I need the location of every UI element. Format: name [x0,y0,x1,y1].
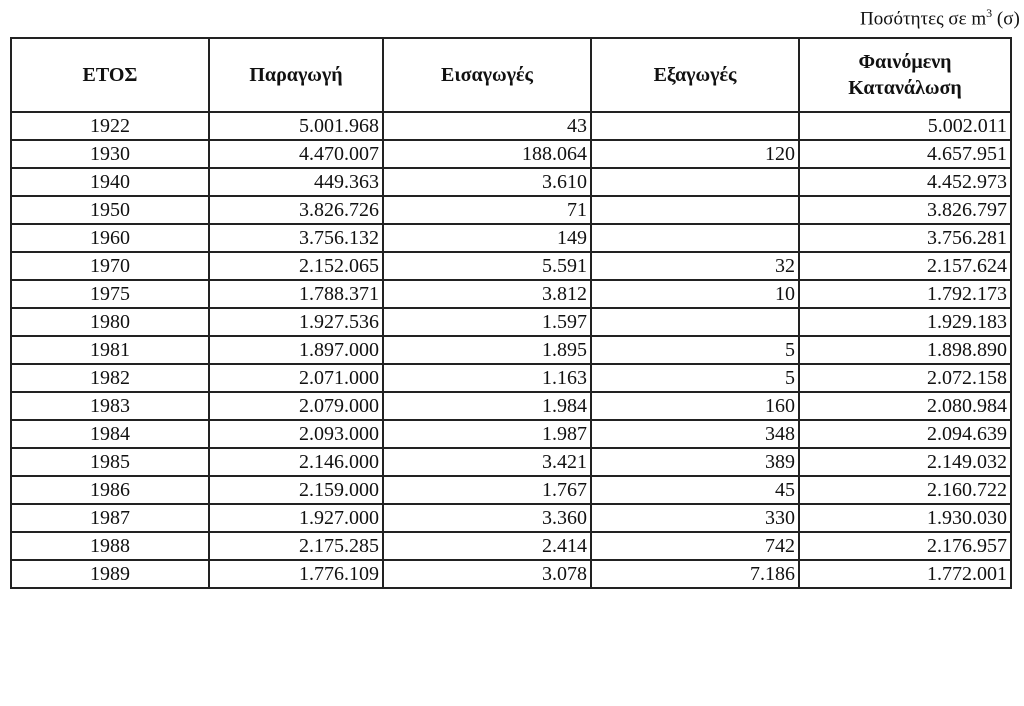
cell-imports: 5.591 [383,252,591,280]
cell-consumption: 5.002.011 [799,112,1011,140]
cell-imports: 1.163 [383,364,591,392]
header-consumption [799,38,1011,112]
cell-production: 1.776.109 [209,560,383,588]
cell-consumption: 1.772.001 [799,560,1011,588]
cell-production: 2.079.000 [209,392,383,420]
cell-exports: 5 [591,364,799,392]
cell-consumption: 1.930.030 [799,504,1011,532]
cell-imports: 1.984 [383,392,591,420]
header-row [11,38,1011,112]
header-year: ΕΤΟΣ [11,38,209,112]
cell-exports [591,308,799,336]
table-row [11,140,1011,168]
cell-year: 1986 [11,476,209,504]
units-note [860,6,1020,30]
cell-consumption: 2.072.158 [799,364,1011,392]
cell-exports: 10 [591,280,799,308]
cell-imports: 1.987 [383,420,591,448]
cell-exports: 742 [591,532,799,560]
cell-imports: 149 [383,224,591,252]
table-row [11,168,1011,196]
cell-production: 1.788.371 [209,280,383,308]
table-row [11,308,1011,336]
cell-year: 1975 [11,280,209,308]
cell-exports [591,112,799,140]
cell-year: 1989 [11,560,209,588]
cell-production: 2.152.065 [209,252,383,280]
cell-consumption: 1.792.173 [799,280,1011,308]
table-row [11,112,1011,140]
units-note-superscript: 3 [986,6,993,20]
cell-exports: 32 [591,252,799,280]
cell-production: 2.159.000 [209,476,383,504]
cell-consumption: 2.176.957 [799,532,1011,560]
cell-exports [591,224,799,252]
cell-imports: 1.895 [383,336,591,364]
cell-year: 1950 [11,196,209,224]
cell-exports: 45 [591,476,799,504]
cell-imports: 2.414 [383,532,591,560]
units-note-suffix: (σ) [992,8,1020,30]
table-row [11,336,1011,364]
cell-production: 1.897.000 [209,336,383,364]
table-header [11,38,1011,112]
cell-imports: 3.421 [383,448,591,476]
cell-imports: 1.767 [383,476,591,504]
cell-year: 1988 [11,532,209,560]
cell-imports: 1.597 [383,308,591,336]
cell-year: 1960 [11,224,209,252]
cell-production: 3.826.726 [209,196,383,224]
cell-year: 1940 [11,168,209,196]
cell-exports: 120 [591,140,799,168]
cell-consumption: 4.452.973 [799,168,1011,196]
cell-production: 4.470.007 [209,140,383,168]
cell-exports: 330 [591,504,799,532]
cell-consumption: 2.160.722 [799,476,1011,504]
cell-year: 1987 [11,504,209,532]
cell-production: 5.001.968 [209,112,383,140]
cell-year: 1983 [11,392,209,420]
cell-consumption: 3.756.281 [799,224,1011,252]
cell-exports: 389 [591,448,799,476]
cell-imports: 3.610 [383,168,591,196]
table-row [11,560,1011,588]
cell-year: 1985 [11,448,209,476]
cell-year: 1930 [11,140,209,168]
cell-production: 1.927.000 [209,504,383,532]
cell-imports: 188.064 [383,140,591,168]
cell-consumption: 2.157.624 [799,252,1011,280]
cell-production: 2.071.000 [209,364,383,392]
cell-exports: 348 [591,420,799,448]
cell-year: 1982 [11,364,209,392]
cell-imports: 71 [383,196,591,224]
cell-year: 1984 [11,420,209,448]
table-row [11,364,1011,392]
cell-production: 2.093.000 [209,420,383,448]
header-consumption-line1: Φαινόμενη [858,51,952,73]
cell-year: 1970 [11,252,209,280]
table-row [11,224,1011,252]
cell-exports: 160 [591,392,799,420]
cell-consumption: 4.657.951 [799,140,1011,168]
cell-year: 1980 [11,308,209,336]
table-row [11,504,1011,532]
table-row [11,392,1011,420]
cell-year: 1981 [11,336,209,364]
cell-imports: 3.078 [383,560,591,588]
table-row [11,532,1011,560]
cell-exports [591,168,799,196]
cell-consumption: 2.149.032 [799,448,1011,476]
cell-imports: 3.812 [383,280,591,308]
cell-consumption: 1.929.183 [799,308,1011,336]
cell-imports: 3.360 [383,504,591,532]
table-row [11,476,1011,504]
cell-consumption: 1.898.890 [799,336,1011,364]
table-row [11,420,1011,448]
cell-production: 2.146.000 [209,448,383,476]
header-exports: Εξαγωγές [591,38,799,112]
cell-consumption: 3.826.797 [799,196,1011,224]
cell-production: 2.175.285 [209,532,383,560]
cell-exports [591,196,799,224]
cell-exports: 7.186 [591,560,799,588]
table-row [11,252,1011,280]
header-consumption-line2: Κατανάλωση [848,77,962,99]
units-note-prefix: Ποσότητες σε m [860,8,987,30]
table-row [11,196,1011,224]
cell-consumption: 2.080.984 [799,392,1011,420]
table-row [11,448,1011,476]
cell-imports: 43 [383,112,591,140]
header-production: Παραγωγή [209,38,383,112]
cell-production: 3.756.132 [209,224,383,252]
cell-year: 1922 [11,112,209,140]
table-row [11,280,1011,308]
cell-production: 449.363 [209,168,383,196]
cell-consumption: 2.094.639 [799,420,1011,448]
cell-production: 1.927.536 [209,308,383,336]
data-table [10,37,1012,589]
table-body [11,112,1011,588]
header-imports: Εισαγωγές [383,38,591,112]
cell-exports: 5 [591,336,799,364]
